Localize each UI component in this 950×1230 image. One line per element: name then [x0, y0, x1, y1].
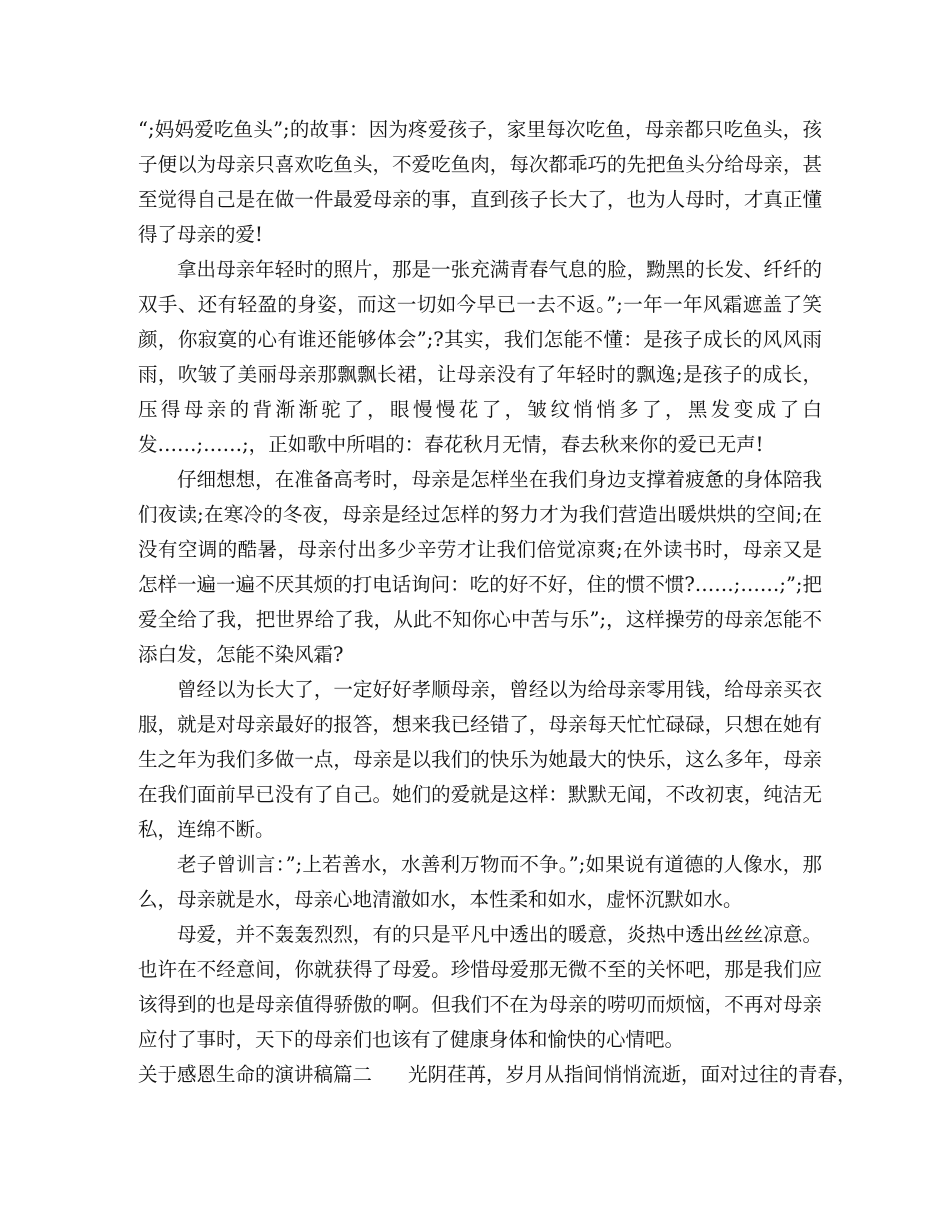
paragraph-3: 仔细想想，在准备高考时，母亲是怎样坐在我们身边支撑着疲惫的身体陪我们夜读;在寒冷的冬夜，母亲是经过怎样的努力才为我们营造出暖烘烘的空间;在没有空调的酷暑，母亲付出多少辛劳才让我们倍觉凉爽;在外读书时，母亲又是怎样一遍一遍不厌其烦的打电话询问：吃的好不好，住的惯不惯?……;……;”;把爱全给了我，把世界给了我，从此不知你心中苦与乐”;，这样操劳的母亲怎能不添白发，怎能不染风霜?	[138, 468, 822, 666]
paragraph-1: “;妈妈爱吃鱼头”;的故事：因为疼爱孩子，家里每次吃鱼，母亲都只吃鱼头，孩子便以为母亲只喜欢吃鱼头，不爱吃鱼肉，每次都乖巧的先把鱼头分给母亲，甚至觉得自己是在做一件最爱母亲的事，直到孩子长大了，也为人母时，才真正懂得了母亲的爱!	[138, 118, 822, 246]
paragraph-2: 拿出母亲年轻时的照片，那是一张充满青春气息的脸，黝黑的长发、纤纤的双手、还有轻盈的身姿，而这一切如今早已一去不返。”;一年一年风霜遮盖了笑颜，你寂寞的心有谁还能够体会”;?其实，我们怎能不懂：是孩子成长的风风雨雨，吹皱了美丽母亲那飘飘长裙，让母亲没有了年轻时的飘逸;是孩子的成长，压得母亲的背渐渐驼了，眼慢慢花了，皱纹悄悄多了，黑发变成了白发……;……;，正如歌中所唱的：春花秋月无情，春去秋来你的爱已无声!	[138, 258, 822, 456]
section-first-line: 光阴荏苒，岁月从指间悄悄流逝，面对过往的青春，	[408, 1063, 857, 1086]
paragraph-4: 曾经以为长大了，一定好好孝顺母亲，曾经以为给母亲零用钱，给母亲买衣服，就是对母亲最好的报答，想来我已经错了，母亲每天忙忙碌碌，只想在她有生之年为我们多做一点，母亲是以我们的快乐为她最大的快乐，这么多年，母亲在我们面前早已没有了自己。她们的爱就是这样：默默无闻，不改初衷，纯洁无私，连绵不断。	[138, 678, 822, 841]
paragraph-6: 母爱，并不轰轰烈烈，有的只是平凡中透出的暖意，炎热中透出丝丝凉意。也许在不经意间，你就获得了母爱。珍惜母爱那无微不至的关怀吧，那是我们应该得到的也是母亲值得骄傲的啊。但我们不在为母亲的唠叨而烦恼，不再对母亲应付了事时，天下的母亲们也该有了健康身体和愉快的心情吧。	[138, 923, 822, 1051]
section-heading-line	[138, 1057, 857, 1092]
section-heading: 关于感恩生命的演讲稿篇二	[138, 1063, 373, 1086]
paragraph-5: 老子曾训言：”;上若善水，水善利万物而不争。”;如果说有道德的人像水，那么，母亲就是水，母亲心地清澈如水，本性柔和如水，虚怀沉默如水。	[138, 853, 822, 911]
document-body	[138, 112, 857, 1092]
